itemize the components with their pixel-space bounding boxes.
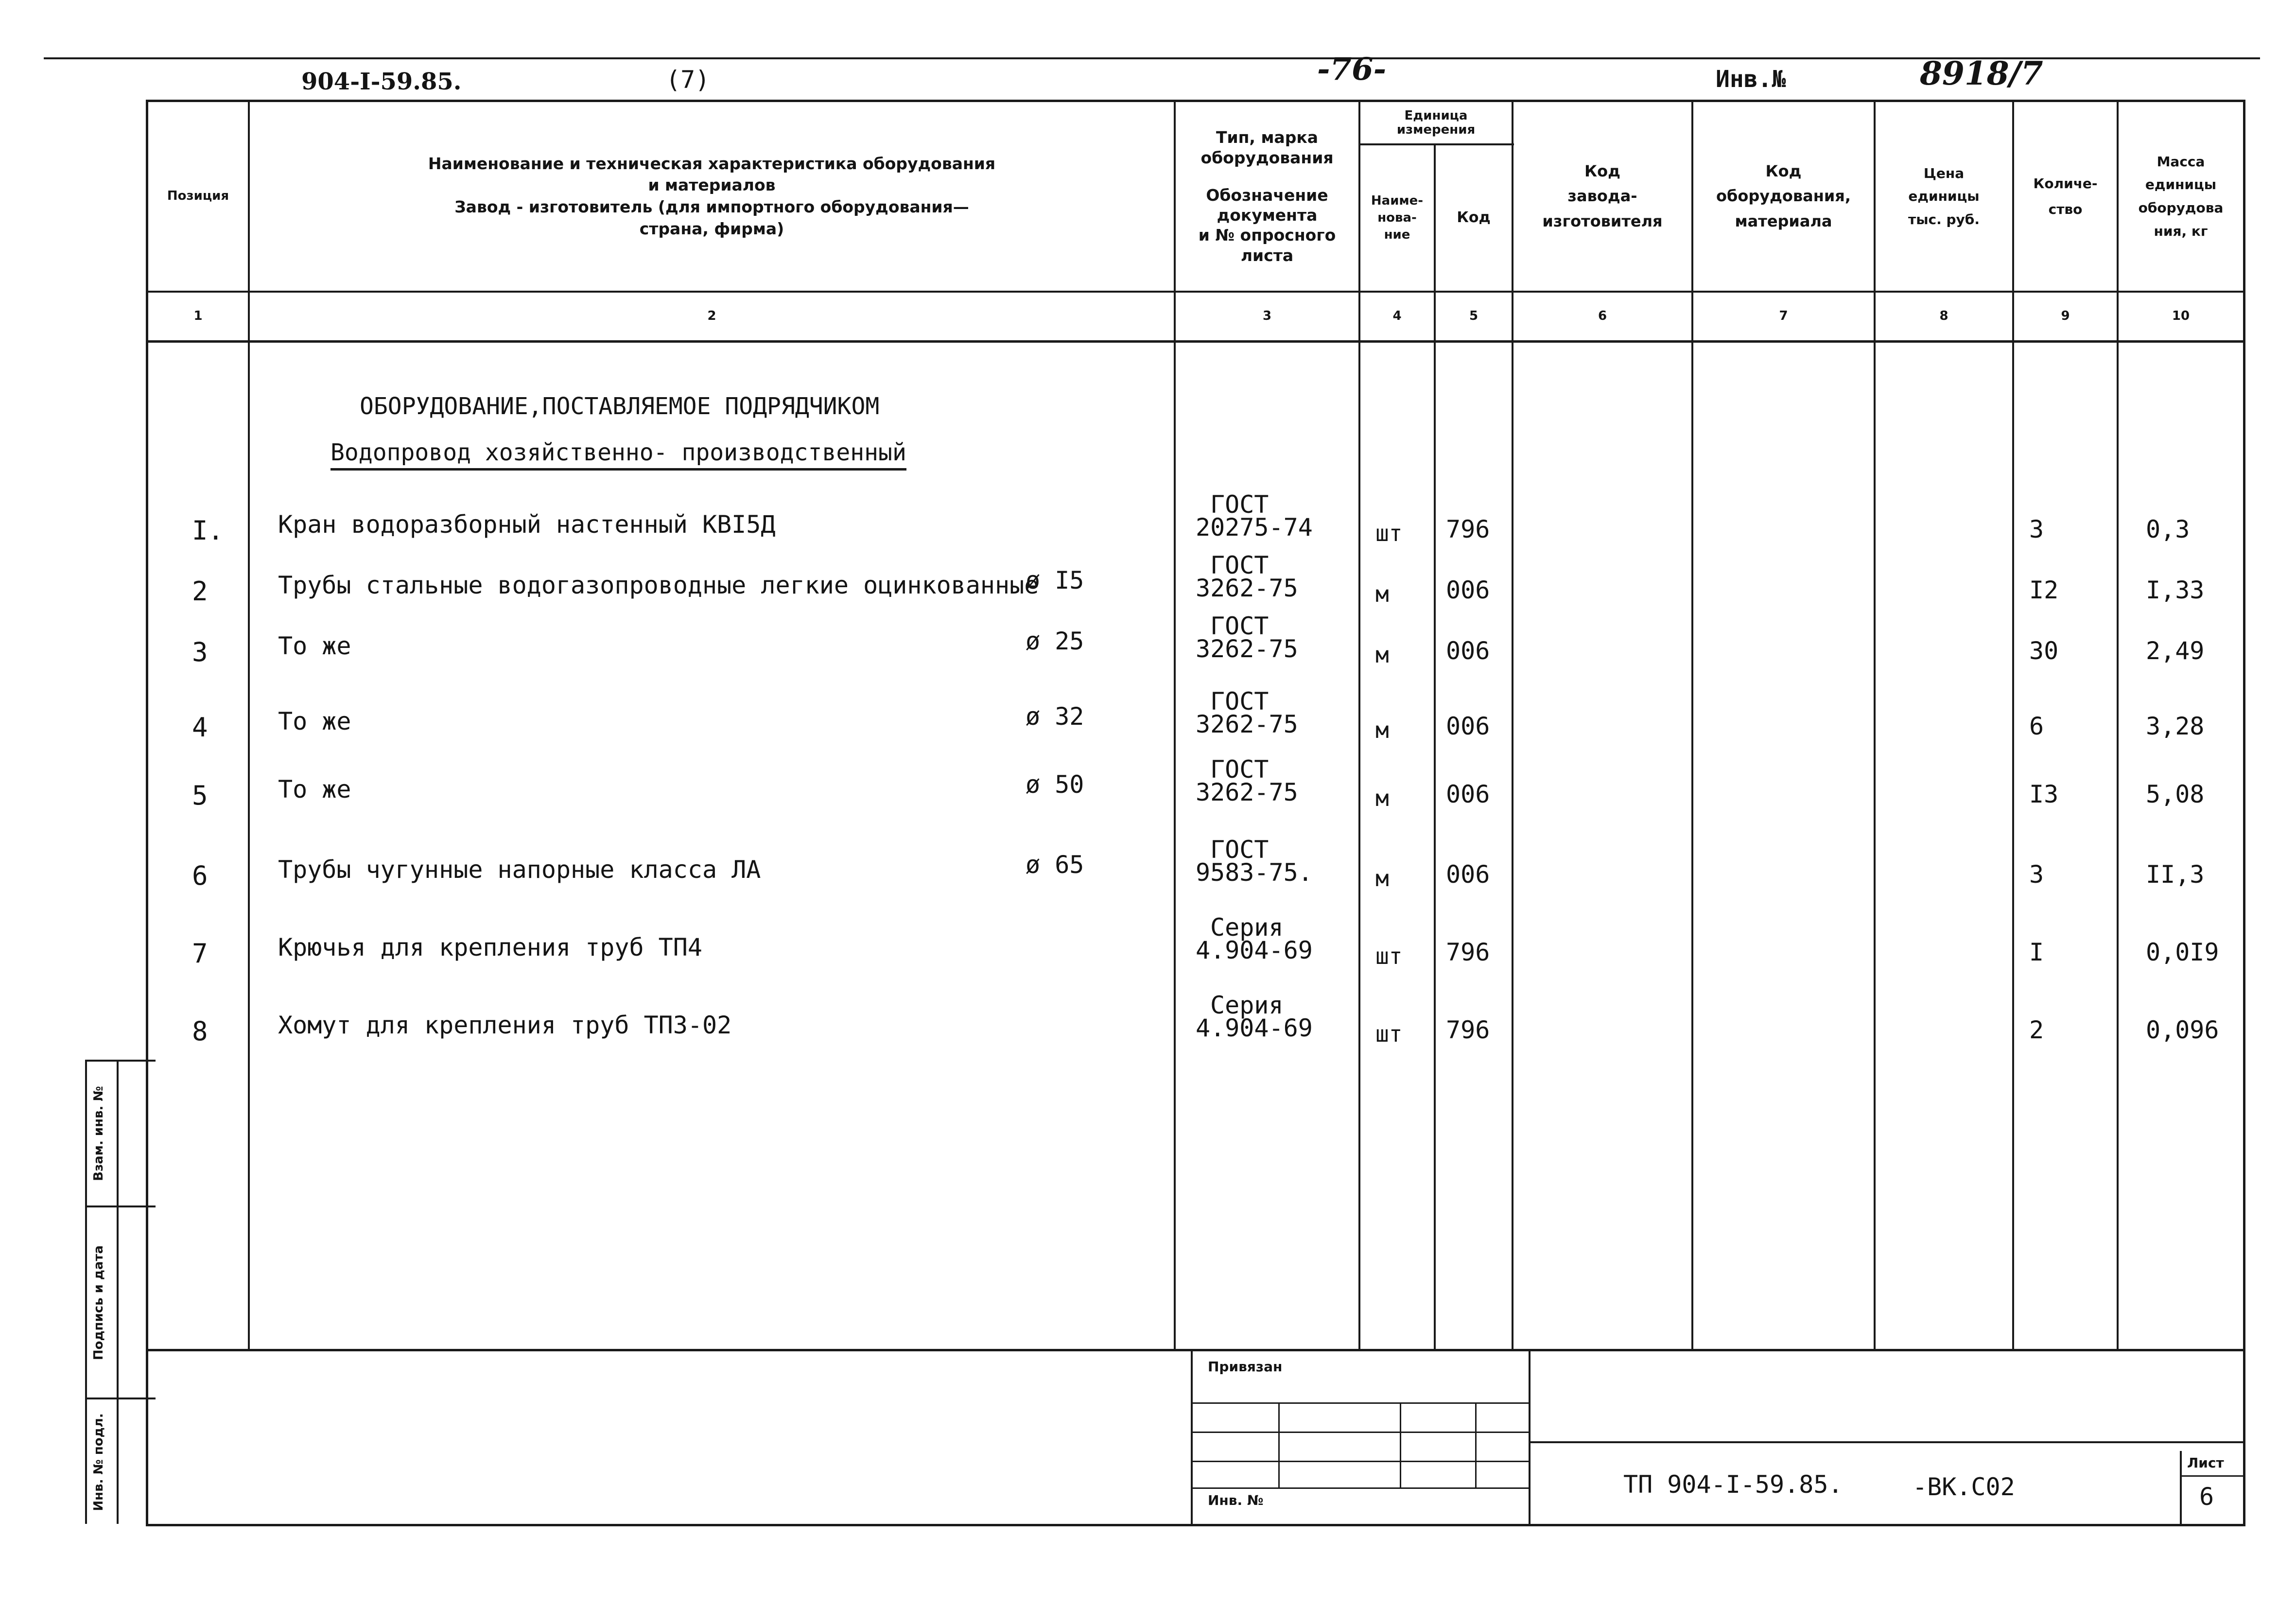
stamp-suffix: -ВК.С02 (1913, 1473, 2015, 1501)
header-equipment-code: Код оборудования, материала (1716, 162, 1851, 230)
bottom-border (146, 1524, 2245, 1526)
header-unit-group: Единица измерения (1396, 108, 1476, 137)
row-doc-line2: 4.904-69 (1196, 1014, 1313, 1042)
row-unit: м (1375, 717, 1389, 743)
row-quantity: 2 (2029, 1016, 2044, 1044)
stamp-sep-left (1191, 1349, 1193, 1524)
side-label-vzam: Взам. инв. № (91, 1086, 106, 1181)
stamp-grid-h1 (1191, 1402, 1529, 1404)
subsection-title: Водопровод хозяйственно- производственный (330, 439, 906, 471)
row-position: 8 (192, 1016, 208, 1047)
row-unit-code: 006 (1446, 637, 1490, 665)
row-doc-line2: 3262-75 (1196, 635, 1298, 663)
page-mark: -76- (1317, 51, 1387, 87)
row-doc-line1: ГОСТ (1210, 687, 1269, 716)
row-name: То же (278, 632, 351, 660)
side-label-podpis: Подпись и дата (91, 1245, 106, 1361)
row-name: Хомут для крепления труб ТП3-02 (278, 1011, 732, 1039)
inv-value: 8918/7 (1920, 54, 2043, 92)
row-quantity: I (2029, 938, 2044, 966)
row-position: 4 (192, 712, 208, 743)
row-diameter: ø I5 (1026, 566, 1084, 594)
row-unit-code: 006 (1446, 712, 1490, 740)
row-name: Кран водоразборный настенный КВI5Д (278, 510, 776, 539)
row-diameter: ø 25 (1026, 627, 1084, 655)
row-quantity: 3 (2029, 515, 2044, 543)
row-name: Крючья для крепления труб ТП4 (278, 933, 702, 961)
row-unit-code: 006 (1446, 860, 1490, 889)
row-diameter: ø 50 (1026, 770, 1084, 799)
row-unit-code: 796 (1446, 938, 1490, 966)
stamp-title-rule (1529, 1441, 2245, 1443)
row-quantity: 3 (2029, 860, 2044, 889)
row-unit-code: 006 (1446, 576, 1490, 604)
row-doc-line1: ГОСТ (1210, 551, 1269, 579)
row-position: 2 (192, 576, 208, 607)
row-mass: 3,28 (2146, 712, 2205, 740)
row-diameter: ø 65 (1026, 851, 1084, 879)
row-unit: м (1375, 785, 1389, 811)
header-name: Наименование и техническая характеристика оборудования и материалов Завод - изготовитель (для импортного оборудования— страна, фирма) (428, 154, 996, 238)
row-name: Трубы чугунные напорные класса ЛА (278, 856, 761, 884)
right-border (2243, 100, 2245, 1526)
colnum-3: 3 (1262, 309, 1272, 324)
doc-code: 904-I-59.85. (301, 68, 462, 95)
colnum-5: 5 (1469, 309, 1478, 324)
row-doc-line2: 3262-75 (1196, 574, 1298, 602)
row-position: 7 (192, 938, 208, 969)
row-position: 3 (192, 637, 208, 667)
album-number: (7) (666, 66, 710, 94)
row-position: I. (192, 515, 224, 546)
row-mass: 0,0I9 (2146, 938, 2219, 966)
header-unit-name: Наиме- нова- ние (1371, 193, 1424, 243)
row-quantity: I3 (2029, 780, 2059, 808)
colnum-1: 1 (193, 309, 203, 324)
row-unit-code: 796 (1446, 515, 1490, 543)
row-quantity: I2 (2029, 576, 2059, 604)
stamp-sheet-rule (2180, 1475, 2245, 1477)
row-unit: шт (1375, 943, 1403, 969)
row-name: Трубы стальные водогазопроводные легкие оцинкованные (278, 571, 1039, 599)
stamp-grid-v2 (1400, 1402, 1401, 1487)
header-type: Тип, марка оборудования Обозначение документа и № опросного листа (1198, 128, 1336, 265)
stamp-sep-right (1529, 1349, 1531, 1524)
row-position: 6 (192, 860, 208, 891)
row-doc-line1: ГОСТ (1210, 836, 1269, 864)
side-label-inv-podl: Инв. № подл. (91, 1413, 106, 1511)
row-doc-line2: 3262-75 (1196, 778, 1298, 806)
row-name: То же (278, 775, 351, 804)
row-doc-line2: 3262-75 (1196, 710, 1298, 738)
stamp-grid-h3 (1191, 1461, 1529, 1462)
colnum-9: 9 (2061, 309, 2070, 324)
row-quantity: 30 (2029, 637, 2059, 665)
row-doc-line2: 20275-74 (1196, 513, 1313, 541)
stamp-sheet-label: Лист (2187, 1455, 2224, 1471)
colnum-10: 10 (2172, 309, 2190, 324)
colnum-4: 4 (1392, 309, 1402, 324)
row-mass: II,3 (2146, 860, 2205, 889)
header-unit-code: Код (1457, 209, 1491, 227)
row-doc-line1: ГОСТ (1210, 490, 1269, 519)
stamp-sheet-sep (2180, 1451, 2182, 1524)
colnum-7: 7 (1779, 309, 1788, 324)
header-quantity: Количе- ство (2033, 175, 2098, 217)
row-mass: 0,096 (2146, 1016, 2219, 1044)
header-mass: Масса единицы оборудова ния, кг (2138, 153, 2224, 239)
stamp-grid-v1 (1278, 1402, 1280, 1487)
row-unit: м (1375, 581, 1389, 607)
row-doc-line1: Серия (1210, 991, 1284, 1019)
side-strip-mid (117, 1060, 119, 1524)
colnum-8: 8 (1939, 309, 1948, 324)
row-doc-line2: 4.904-69 (1196, 936, 1313, 964)
row-unit: м (1375, 642, 1389, 668)
stamp-privyazan: Привязан (1208, 1359, 1283, 1375)
stamp-grid-h2 (1191, 1432, 1529, 1433)
row-unit: шт (1375, 520, 1403, 546)
stamp-grid-v3 (1475, 1402, 1477, 1487)
stamp-designation: ТП 904-I-59.85. (1623, 1470, 1843, 1499)
row-doc-line1: ГОСТ (1210, 755, 1269, 784)
colnum-6: 6 (1598, 309, 1607, 324)
stamp-inv-no: Инв. № (1208, 1492, 1264, 1508)
colnum-bottom-border (146, 340, 2245, 343)
row-unit-code: 006 (1446, 780, 1490, 808)
body-bottom-border (146, 1349, 2245, 1351)
side-strip-left (85, 1060, 87, 1524)
row-mass: 2,49 (2146, 637, 2205, 665)
row-mass: 5,08 (2146, 780, 2205, 808)
row-doc-line1: Серия (1210, 913, 1284, 942)
inv-label: Инв.№ (1716, 66, 1786, 93)
header-position: Позиция (167, 189, 229, 204)
stamp-sheet-value: 6 (2199, 1483, 2214, 1511)
row-diameter: ø 32 (1026, 702, 1084, 731)
row-position: 5 (192, 780, 208, 811)
row-mass: 0,3 (2146, 515, 2190, 543)
row-name: То же (278, 707, 351, 735)
row-mass: I,33 (2146, 576, 2205, 604)
row-doc-line1: ГОСТ (1210, 612, 1269, 640)
row-doc-line2: 9583-75. (1196, 858, 1313, 887)
row-quantity: 6 (2029, 712, 2044, 740)
header-price: Цена единицы тыс. руб. (1908, 165, 1980, 227)
stamp-grid-h4 (1191, 1487, 1529, 1489)
row-unit-code: 796 (1446, 1016, 1490, 1044)
row-unit: шт (1375, 1021, 1403, 1047)
section-title: ОБОРУДОВАНИЕ,ПОСТАВЛЯЕМОЕ ПОДРЯДЧИКОМ (360, 393, 880, 420)
row-unit: м (1375, 865, 1389, 891)
colnum-2: 2 (707, 309, 716, 324)
header-factory-code: Код завода- изготовителя (1542, 162, 1663, 230)
